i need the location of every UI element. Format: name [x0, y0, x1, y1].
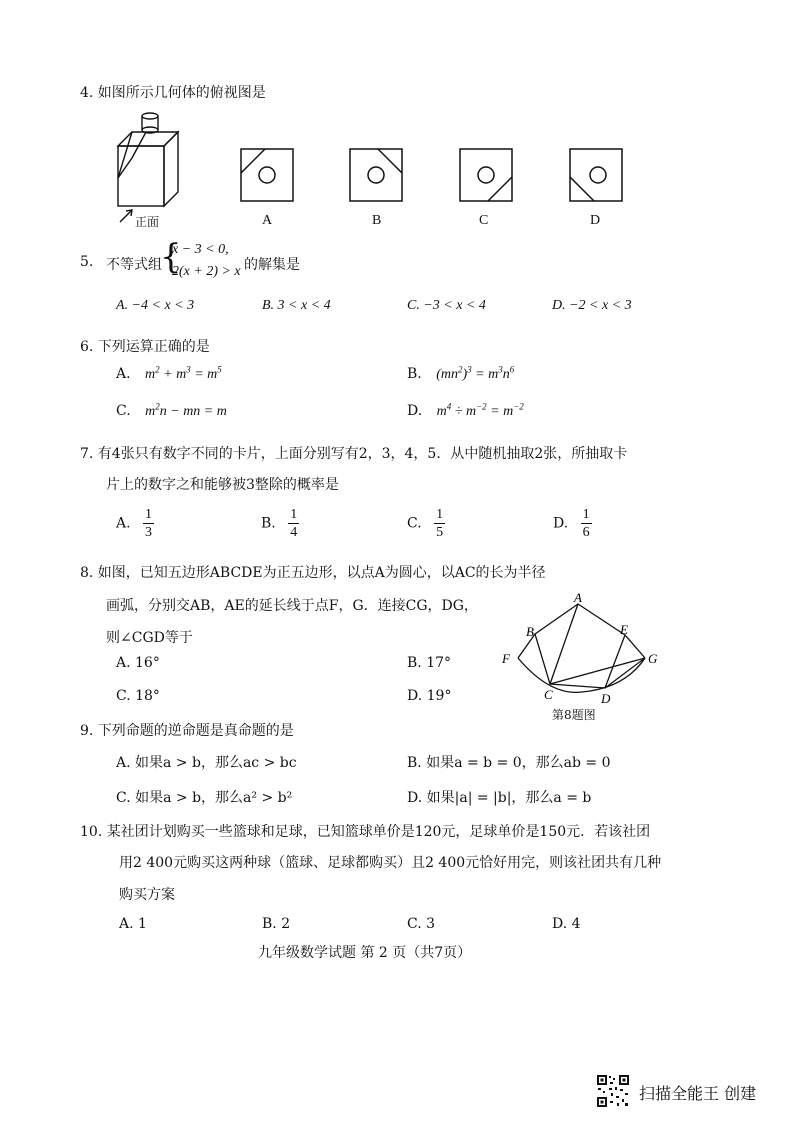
- q6-option-a-expr: $m^2 + m^3 = m^5$: [145, 364, 222, 382]
- q6-option-d: [407, 403, 524, 420]
- q7-option-a: [116, 506, 154, 541]
- q8-point-d: D: [601, 691, 611, 706]
- q4-front-label: 正面: [135, 215, 160, 229]
- q7-option-a-den: 3: [145, 525, 153, 540]
- q4-option-c-figure: [459, 148, 515, 204]
- q7-option-c-num: 1: [436, 507, 444, 522]
- q4-option-a-figure: [240, 148, 296, 204]
- q9-option-a: A. 如果a > b，那么ac > bc: [116, 755, 297, 771]
- q5-option-c: C. −3 < x < 4: [407, 298, 486, 313]
- q4-option-b-label: B: [372, 213, 382, 228]
- q6-option-c: [116, 403, 227, 420]
- q7-option-b: [261, 506, 299, 541]
- q6-option-a-label: A.: [116, 366, 131, 382]
- q5-line1: x − 3 < 0,: [172, 242, 229, 257]
- q5-line2: 2(x + 2) > x: [172, 264, 241, 279]
- q4-solid-figure: [110, 118, 190, 228]
- q4-option-c-label: C: [479, 213, 489, 228]
- q7-stem-line1: 7. 有4张只有数字不同的卡片，上面分别写有2，3，4，5．从中随机抽取2张，所抽取卡: [80, 446, 628, 462]
- q4-option-a-label: A: [262, 213, 273, 228]
- q7-option-b-label: B.: [261, 515, 276, 532]
- q7-stem-line2: 片上的数字之和能够被3整除的概率是: [106, 477, 339, 493]
- q8-pentagon-figure: [490, 592, 680, 712]
- q4-stem: 4. 如图所示几何体的俯视图是: [80, 85, 266, 101]
- q7-option-c-label: C.: [407, 515, 422, 532]
- q6-option-c-label: C.: [116, 403, 131, 419]
- q8-option-b: B. 17°: [407, 655, 452, 671]
- q8-point-e: E: [620, 622, 628, 637]
- q5-option-a: A. −4 < x < 3: [116, 298, 195, 313]
- q10-option-b: B. 2: [262, 916, 291, 932]
- page-footer: 九年级数学试题 第 2 页（共7页）: [258, 945, 472, 961]
- q7-option-d-num: 1: [582, 507, 590, 522]
- q6-option-d-label: D.: [407, 403, 423, 419]
- q5-option-b: B. 3 < x < 4: [262, 298, 331, 313]
- q10-option-d: D. 4: [552, 916, 581, 932]
- q7-option-a-label: A.: [116, 515, 131, 532]
- q8-line3: 则∠CGD等于: [106, 630, 193, 646]
- q10-option-c: C. 3: [407, 916, 436, 932]
- q9-option-c: C. 如果a > b，那么a² > b²: [116, 790, 293, 806]
- q6-option-c-expr: $m^2n$ − mn = m: [145, 401, 227, 419]
- q4-option-b-figure: [349, 148, 405, 204]
- q8-point-b: B: [526, 624, 534, 639]
- q8-line1: 8. 如图，已知五边形ABCDE为正五边形，以点A为圆心，以AC的长为半径: [80, 565, 546, 581]
- q10-line1: 10. 某社团计划购买一些篮球和足球，已知篮球单价是120元，足球单价是150元．若该社团: [80, 824, 651, 840]
- q7-option-b-num: 1: [290, 507, 298, 522]
- q7-option-a-num: 1: [145, 507, 153, 522]
- q9-option-d: D. 如果|a| = |b|，那么a = b: [407, 790, 592, 806]
- q5-prefix: 不等式组: [106, 257, 162, 273]
- q6-stem: 6. 下列运算正确的是: [80, 339, 210, 355]
- q7-option-c: [407, 506, 445, 541]
- q7-option-b-den: 4: [290, 525, 298, 540]
- q9-option-b: B. 如果a = b = 0，那么ab = 0: [407, 755, 611, 771]
- q8-option-a: A. 16°: [116, 655, 160, 671]
- q6-option-b: [407, 366, 514, 383]
- q6-option-b-expr: $(mn^2)^3 = m^3n^6$: [436, 364, 515, 382]
- q6-option-a: [116, 366, 222, 383]
- q8-line2: 画弧，分别交AB，AE的延长线于点F，G．连接CG，DG，: [106, 598, 478, 614]
- q4-option-d-figure: [569, 148, 625, 204]
- q9-stem: 9. 下列命题的逆命题是真命题的是: [80, 723, 294, 739]
- q8-point-a: A: [574, 590, 582, 605]
- q4-option-d-label: D: [590, 213, 601, 228]
- q7-option-d: [553, 506, 592, 541]
- q8-point-f: F: [502, 651, 510, 666]
- q10-option-a: A. 1: [119, 916, 147, 932]
- q10-line3: 购买方案: [119, 887, 175, 903]
- watermark-text: 扫描全能王 创建: [639, 1084, 757, 1103]
- q5-num: 5.: [80, 254, 94, 270]
- q5-option-d: D. −2 < x < 3: [552, 298, 632, 313]
- q6-option-b-label: B.: [407, 366, 422, 382]
- q6-option-d-expr: $m^4 \div m^{-2} = m^{-2}$: [436, 401, 524, 419]
- q7-option-d-label: D.: [553, 515, 569, 532]
- q5-brace: {: [160, 237, 182, 277]
- q8-figure-caption: 第8题图: [552, 708, 596, 722]
- q10-line2: 用2 400元购买这两种球（篮球、足球都购买）且2 400元恰好用完，则该社团共有几种: [119, 855, 662, 871]
- q5-suffix: 的解集是: [244, 257, 300, 273]
- q8-point-c: C: [544, 687, 553, 702]
- q8-option-d: D. 19°: [407, 688, 452, 704]
- q7-option-d-den: 6: [582, 525, 590, 540]
- q8-point-g: G: [648, 651, 658, 666]
- q7-option-c-den: 5: [436, 525, 444, 540]
- q8-option-c: C. 18°: [116, 688, 160, 704]
- qr-code-icon: [596, 1074, 630, 1108]
